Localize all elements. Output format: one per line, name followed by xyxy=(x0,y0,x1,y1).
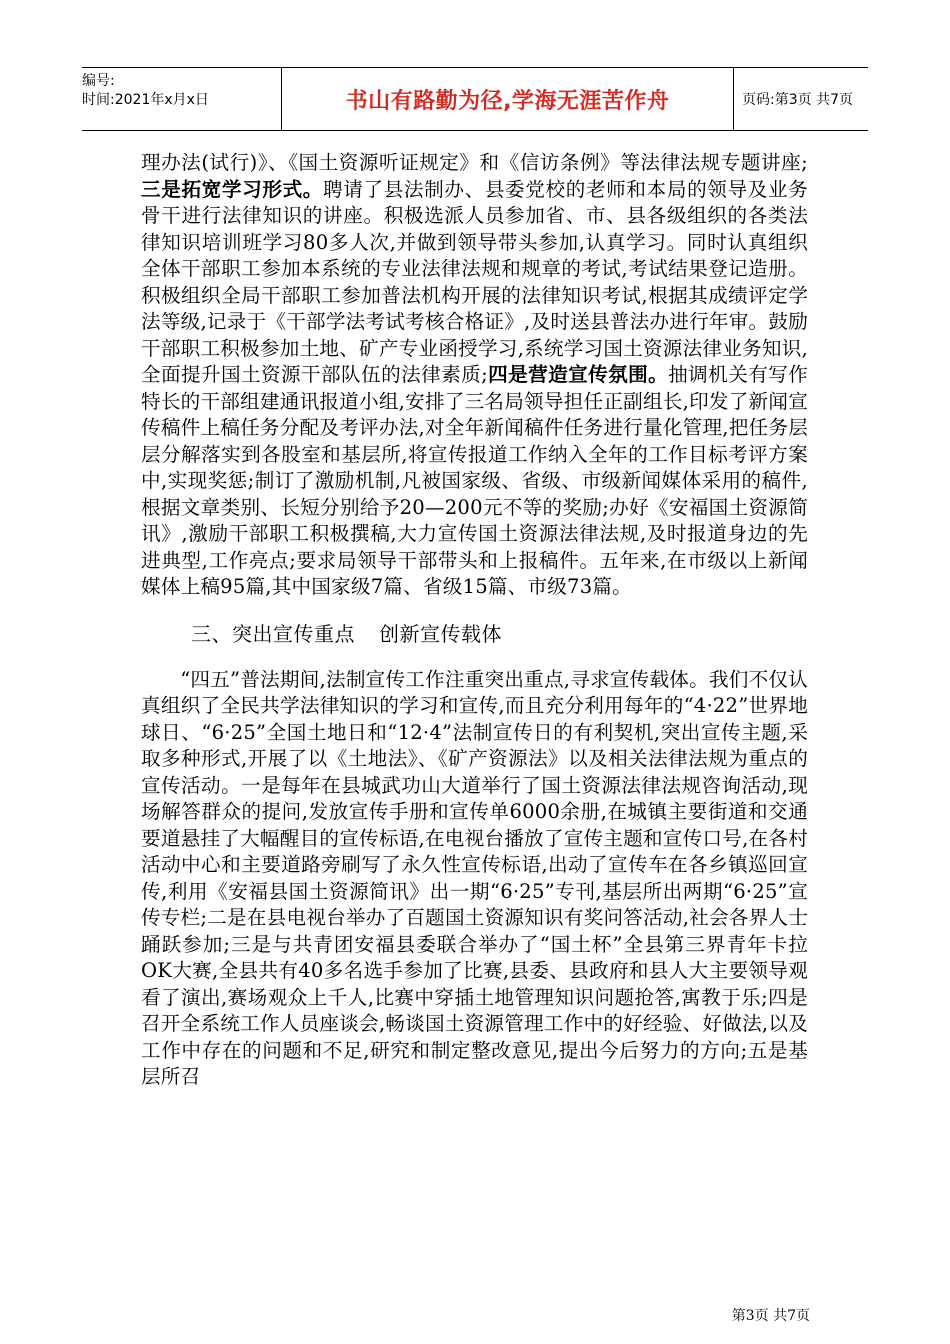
section-heading xyxy=(141,619,808,649)
paragraph-1-bold-b: 四是营造宣传氛围。 xyxy=(487,363,669,386)
section-heading-part-a: 三、突出宣传重点 xyxy=(191,621,355,646)
header-meta xyxy=(82,68,281,130)
paragraph-2: “四五”普法期间,法制宣传工作注重突出重点,寻求宣传载体。我们不仅认真组织了全民共学法律知识的学习和宣传,而且充分利用每年的“4·22”世界地球日、“6·25”全国土地日和“12·4”法制宣传日的有利契机,突出宣传主题,采取多种形式,开展了以《土地法》、《矿产资源法》以及相关法律法规为重点的宣传活动。一是每年在县城武功山大道举行了国土资源法律法规咨询活动,现场解答群众的提问,发放宣传手册和宣传单6000余册,在城镇主要街道和交通要道悬挂了大幅醒目的宣传标语,在电视台播放了宣传主题和宣传口号,在各村活动中心和主要道路旁刷写了永久性宣传标语,出动了宣传车在各乡镇巡回宣传,利用《安福县国土资源简讯》出一期“6·25”专刊,基层所出两期“6·25”宣传专栏;二是在县电视台举办了百题国土资源知识有奖问答活动,社会各界人士踊跃参加;三是与共青团安福县委联合举办了“国土杯”全县第三界青年卡拉OK大赛,全县共有40多名选手参加了比赛,县委、县政府和县人大主要领导观看了演出,赛场观众上千人,比赛中穿插土地管理知识问题抢答,寓教于乐;四是召开全系统工作人员座谈会,畅谈国土资源管理工作中的好经验、好做法,以及工作中存在的问题和不足,研究和制定整改意见,提出今后努力的方向;五是基层所召 xyxy=(141,667,808,1088)
paragraph-1-text-c: 抽调机关有写作特长的干部组建通讯报道小组,安排了三名局领导担任正副组长,印发了新闻宣传稿件上稿任务分配及考评办法,对全年新闻稿件任务进行量化管理,把任务层层分解落实到各股室和基层所,将宣传报道工作纳入全年的工作目标考评方案中,实现奖惩;制订了激励机制,凡被国家级、省级、市级新闻媒体采用的稿件,根据文章类别、长短分别给予20—200元不等的奖励;办好《安福国土资源简讯》,激励干部职工积极撰稿,大力宣传国土资源法律法规,及时报道身边的先进典型,工作亮点;要求局领导干部带头和上报稿件。五年来,在市级以上新闻媒体上稿95篇,其中国家级7篇、省级15篇、市级73篇。 xyxy=(141,363,808,598)
document-body xyxy=(141,150,808,1091)
paragraph-1 xyxy=(141,150,808,601)
section-heading-part-b: 创新宣传载体 xyxy=(379,621,502,646)
page-header xyxy=(82,67,868,131)
paragraph-1-text-a: 理办法(试行)》、《国土资源听证规定》和《信访条例》等法律法规专题讲座; xyxy=(141,151,808,174)
header-page-number: 页码:第3页 共7页 xyxy=(742,92,853,108)
header-motto: 书山有路勤为径,学海无涯苦作舟 xyxy=(281,68,734,130)
document-number-label: 编号: xyxy=(82,73,115,89)
footer-page-number: 第3页 共7页 xyxy=(731,1308,810,1324)
document-time-label: 时间:2021年x月x日 xyxy=(82,92,209,108)
paragraph-1-bold-a: 三是拓宽学习形式。 xyxy=(141,177,324,201)
paragraph-1-text-b: 聘请了县法制办、县委党校的老师和本局的领导及业务骨干进行法律知识的讲座。积极选派人员参加省、市、县各级组织的各类法律知识培训班学习80多人次,并做到领导带头参加,认真学习。同时认真组织全体干部职工参加本系统的专业法律法规和规章的考试,考试结果登记造册。积极组织全局干部职工参加普法机构开展的法律知识考试,根据其成绩评定学法等级,记录于《干部学法考试考核合格证》,及时送县普法办进行年审。鼓励干部职工积极参加土地、矿产专业函授学习,系统学习国土资源法律业务知识,全面提升国土资源干部队伍的法律素质; xyxy=(141,177,808,386)
